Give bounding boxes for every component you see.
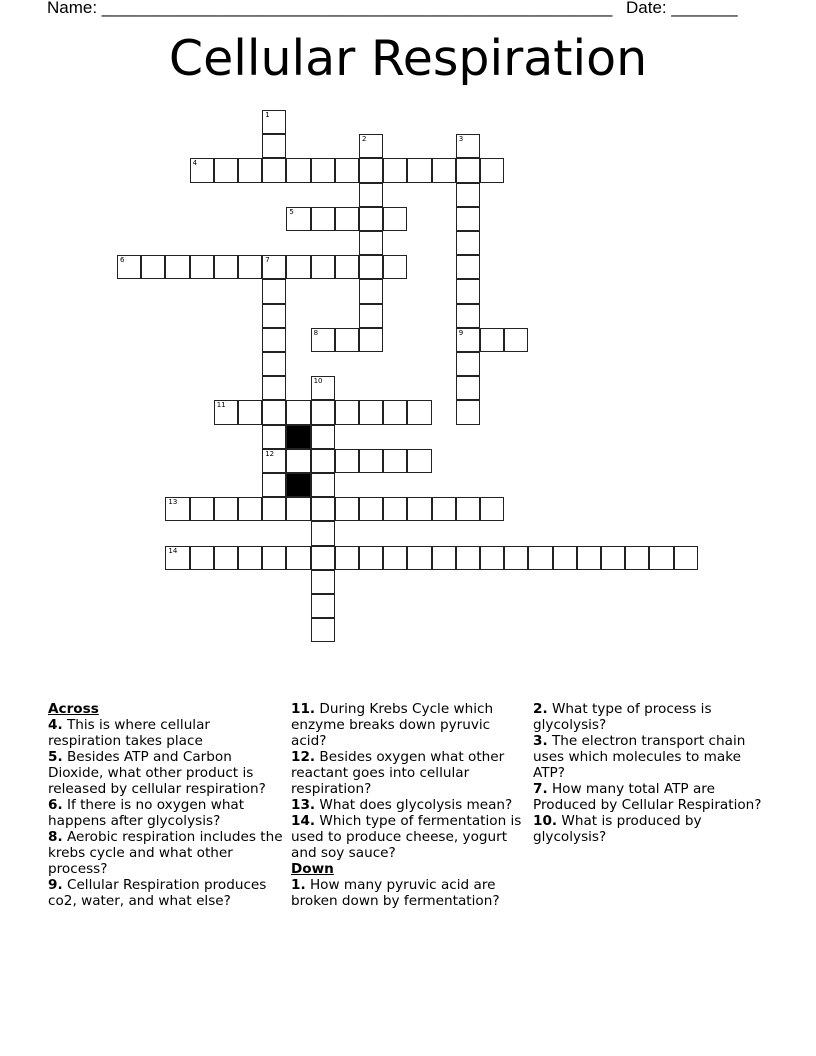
- clue-text: If there is no oxygen what happens after glycolysis?: [48, 797, 245, 829]
- crossword-cell[interactable]: [383, 400, 407, 424]
- crossword-cell[interactable]: [456, 207, 480, 231]
- crossword-cell[interactable]: [335, 497, 359, 521]
- crossword-cell[interactable]: [311, 400, 335, 424]
- clue-text: During Krebs Cycle which enzyme breaks down pyruvic acid?: [291, 701, 494, 749]
- crossword-cell[interactable]: [190, 158, 214, 182]
- crossword-cell[interactable]: [432, 158, 456, 182]
- clue-number: 2.: [533, 701, 548, 717]
- crossword-cell[interactable]: [335, 328, 359, 352]
- crossword-cell[interactable]: [165, 546, 189, 570]
- crossword-cell[interactable]: [504, 546, 528, 570]
- crossword-cell[interactable]: [286, 546, 310, 570]
- crossword-cell[interactable]: [359, 183, 383, 207]
- crossword-cell[interactable]: [359, 546, 383, 570]
- crossword-cell[interactable]: [359, 328, 383, 352]
- crossword-cell[interactable]: [432, 497, 456, 521]
- crossword-cell[interactable]: [165, 255, 189, 279]
- name-field-label: Name: ______________________________________________________: [47, 0, 613, 17]
- crossword-cell[interactable]: [262, 304, 286, 328]
- crossword-cell[interactable]: [311, 207, 335, 231]
- clue-number: 10.: [533, 813, 558, 829]
- crossword-cell[interactable]: [480, 328, 504, 352]
- crossword-cell[interactable]: [311, 328, 335, 352]
- clue-across-5: [48, 749, 284, 797]
- crossword-cell[interactable]: [190, 497, 214, 521]
- cell-number: 12: [265, 449, 275, 458]
- crossword-cell[interactable]: [456, 279, 480, 303]
- crossword-cell[interactable]: [165, 497, 189, 521]
- crossword-cell[interactable]: [335, 449, 359, 473]
- cell-number: 10: [313, 377, 323, 386]
- clue-text: The electron transport chain uses which molecules to make ATP?: [533, 733, 746, 781]
- cell-number: 11: [216, 401, 226, 410]
- crossword-cell[interactable]: [238, 255, 262, 279]
- cell-number: 8: [313, 328, 319, 337]
- crossword-cell[interactable]: [262, 134, 286, 158]
- clue-across-6: [48, 797, 284, 829]
- crossword-cell[interactable]: [286, 207, 310, 231]
- crossword-cell[interactable]: [311, 473, 335, 497]
- clue-down-3: [533, 733, 769, 781]
- crossword-cell[interactable]: [335, 207, 359, 231]
- clue-number: 4.: [48, 717, 63, 733]
- crossword-cell[interactable]: [359, 255, 383, 279]
- clue-text: How many total ATP are Produced by Cellular Respiration?: [533, 781, 762, 813]
- crossword-cell[interactable]: [625, 546, 649, 570]
- clue-down-10: [533, 813, 769, 845]
- crossword-cell[interactable]: [262, 158, 286, 182]
- crossword-cell[interactable]: [262, 279, 286, 303]
- crossword-cell[interactable]: [262, 110, 286, 134]
- clue-text: Besides oxygen what other reactant goes into cellular respiration?: [291, 749, 505, 797]
- crossword-cell[interactable]: [359, 134, 383, 158]
- crossword-cell[interactable]: [311, 618, 335, 642]
- crossword-cell[interactable]: [359, 158, 383, 182]
- cell-number: 3: [458, 135, 464, 144]
- clue-text: Aerobic respiration includes the krebs cycle and what other process?: [48, 829, 283, 877]
- clue-number: 13.: [291, 797, 316, 813]
- crossword-cell[interactable]: [456, 158, 480, 182]
- crossword-cell[interactable]: [383, 207, 407, 231]
- page-title: Cellular Respiration: [168, 30, 648, 87]
- clue-across-12: [291, 749, 527, 797]
- crossword-cell[interactable]: [407, 449, 431, 473]
- crossword-cell[interactable]: [601, 546, 625, 570]
- crossword-cell[interactable]: [311, 521, 335, 545]
- crossword-cell[interactable]: [577, 546, 601, 570]
- crossword-cell[interactable]: [262, 400, 286, 424]
- across-heading: Across: [48, 701, 99, 717]
- crossword-cell[interactable]: [117, 255, 141, 279]
- crossword-cell[interactable]: [141, 255, 165, 279]
- crossword-cell[interactable]: [456, 134, 480, 158]
- down-heading: Down: [291, 861, 334, 877]
- clue-number: 3.: [533, 733, 548, 749]
- crossword-cell[interactable]: [286, 497, 310, 521]
- crossword-cell[interactable]: [674, 546, 698, 570]
- crossword-cell[interactable]: [262, 497, 286, 521]
- crossword-cell[interactable]: [407, 497, 431, 521]
- crossword-cell[interactable]: [335, 400, 359, 424]
- crossword-cell[interactable]: [311, 570, 335, 594]
- crossword-cell[interactable]: [238, 497, 262, 521]
- crossword-cell[interactable]: [456, 255, 480, 279]
- crossword-cell[interactable]: [383, 546, 407, 570]
- crossword-cell[interactable]: [238, 546, 262, 570]
- clue-number: 6.: [48, 797, 63, 813]
- clue-down-2: [533, 701, 769, 733]
- crossword-cell[interactable]: [383, 497, 407, 521]
- clue-text: What is produced by glycolysis?: [533, 813, 702, 845]
- crossword-cell[interactable]: [383, 158, 407, 182]
- crossword-cell[interactable]: [456, 400, 480, 424]
- clue-number: 8.: [48, 829, 63, 845]
- clue-text: What type of process is glycolysis?: [533, 701, 712, 733]
- crossword-cell[interactable]: [311, 546, 335, 570]
- crossword-cell[interactable]: [286, 400, 310, 424]
- crossword-cell[interactable]: [383, 255, 407, 279]
- cell-number: 7: [265, 256, 270, 265]
- clues-column-1: [48, 701, 284, 909]
- crossword-cell[interactable]: [238, 400, 262, 424]
- crossword-cell[interactable]: [262, 352, 286, 376]
- crossword-cell[interactable]: [286, 158, 310, 182]
- crossword-cell[interactable]: [311, 497, 335, 521]
- crossword-cell[interactable]: [504, 328, 528, 352]
- clues-column-3: [533, 701, 769, 845]
- clue-text: Which type of fermentation is used to produce cheese, yogurt and soy sauce?: [291, 813, 522, 861]
- cell-number: 6: [120, 256, 125, 265]
- crossword-cell[interactable]: [480, 546, 504, 570]
- crossword-cell[interactable]: [214, 255, 238, 279]
- clue-text: This is where cellular respiration takes place: [48, 717, 211, 749]
- crossword-cell[interactable]: [456, 231, 480, 255]
- cell-number: 5: [289, 207, 294, 216]
- crossword-cell[interactable]: [359, 400, 383, 424]
- clue-number: 14.: [291, 813, 316, 829]
- crossword-cell[interactable]: [311, 376, 335, 400]
- crossword-cell[interactable]: [262, 546, 286, 570]
- crossword-cell[interactable]: [649, 546, 673, 570]
- clues-column-2: [291, 701, 527, 909]
- crossword-cell[interactable]: [311, 594, 335, 618]
- crossword-cell[interactable]: [335, 158, 359, 182]
- crossword-cell[interactable]: [262, 449, 286, 473]
- crossword-cell[interactable]: [311, 425, 335, 449]
- crossword-cell[interactable]: [311, 158, 335, 182]
- crossword-cell[interactable]: [359, 231, 383, 255]
- cell-number: 4: [192, 159, 198, 168]
- crossword-cell[interactable]: [262, 425, 286, 449]
- crossword-cell[interactable]: [238, 158, 262, 182]
- crossword-cell[interactable]: [407, 400, 431, 424]
- cell-number: 1: [265, 111, 270, 119]
- crossword-cell[interactable]: [359, 279, 383, 303]
- crossword-cell[interactable]: [359, 304, 383, 328]
- clue-across-11: [291, 701, 527, 749]
- crossword-cell[interactable]: [286, 255, 310, 279]
- crossword-cell[interactable]: [528, 546, 552, 570]
- crossword-cell[interactable]: [262, 376, 286, 400]
- crossword-cell[interactable]: [190, 546, 214, 570]
- clue-down-1: [291, 877, 527, 909]
- crossword-cell[interactable]: [553, 546, 577, 570]
- crossword-cell[interactable]: [480, 158, 504, 182]
- crossword-cell[interactable]: [407, 158, 431, 182]
- crossword-cell[interactable]: [214, 400, 238, 424]
- crossword-cell[interactable]: [359, 449, 383, 473]
- crossword-cell[interactable]: [262, 255, 286, 279]
- cell-number: 14: [168, 546, 178, 555]
- cell-number: 9: [458, 328, 464, 337]
- crossword-cell[interactable]: [190, 255, 214, 279]
- crossword-cell[interactable]: [456, 352, 480, 376]
- crossword-cell[interactable]: [480, 497, 504, 521]
- clue-across-14: [291, 813, 527, 861]
- crossword-cell[interactable]: [456, 546, 480, 570]
- crossword-cell[interactable]: [214, 158, 238, 182]
- crossword-cell[interactable]: [456, 376, 480, 400]
- crossword-cell[interactable]: [214, 546, 238, 570]
- crossword-cell[interactable]: [214, 497, 238, 521]
- clue-across-13: [291, 797, 527, 813]
- blocked-square: [286, 425, 310, 449]
- clue-text: How many pyruvic acid are broken down by fermentation?: [291, 877, 500, 909]
- clue-number: 9.: [48, 877, 63, 893]
- clue-number: 11.: [291, 701, 316, 717]
- crossword-cell[interactable]: [262, 328, 286, 352]
- cell-number: 13: [168, 498, 178, 507]
- crossword-cell[interactable]: [407, 546, 431, 570]
- crossword-cell[interactable]: [359, 497, 383, 521]
- crossword-cell[interactable]: [311, 255, 335, 279]
- crossword-cell[interactable]: [335, 546, 359, 570]
- clue-number: 12.: [291, 749, 316, 765]
- clue-down-7: [533, 781, 769, 813]
- clue-number: 1.: [291, 877, 306, 893]
- crossword-cell[interactable]: [456, 497, 480, 521]
- clue-across-9: [48, 877, 284, 909]
- clue-number: 5.: [48, 749, 63, 765]
- clue-text: Besides ATP and Carbon Dioxide, what other product is released by cellular respiration?: [48, 749, 266, 797]
- cell-number: 2: [362, 135, 367, 144]
- crossword-cell[interactable]: [432, 546, 456, 570]
- crossword-cell[interactable]: [359, 207, 383, 231]
- blocked-square: [286, 473, 310, 497]
- crossword-cell[interactable]: [383, 449, 407, 473]
- crossword-cell[interactable]: [311, 449, 335, 473]
- crossword-cell[interactable]: [456, 304, 480, 328]
- clue-text: What does glycolysis mean?: [319, 797, 513, 813]
- date-field-label: Date: _______: [626, 0, 738, 17]
- clue-across-4: [48, 717, 284, 749]
- crossword-cell[interactable]: [286, 449, 310, 473]
- crossword-cell[interactable]: [262, 473, 286, 497]
- clue-across-8: [48, 829, 284, 877]
- clue-number: 7.: [533, 781, 548, 797]
- crossword-cell[interactable]: [335, 255, 359, 279]
- clue-text: Cellular Respiration produces co2, water, and what else?: [48, 877, 267, 909]
- crossword-cell[interactable]: [456, 183, 480, 207]
- crossword-cell[interactable]: [456, 328, 480, 352]
